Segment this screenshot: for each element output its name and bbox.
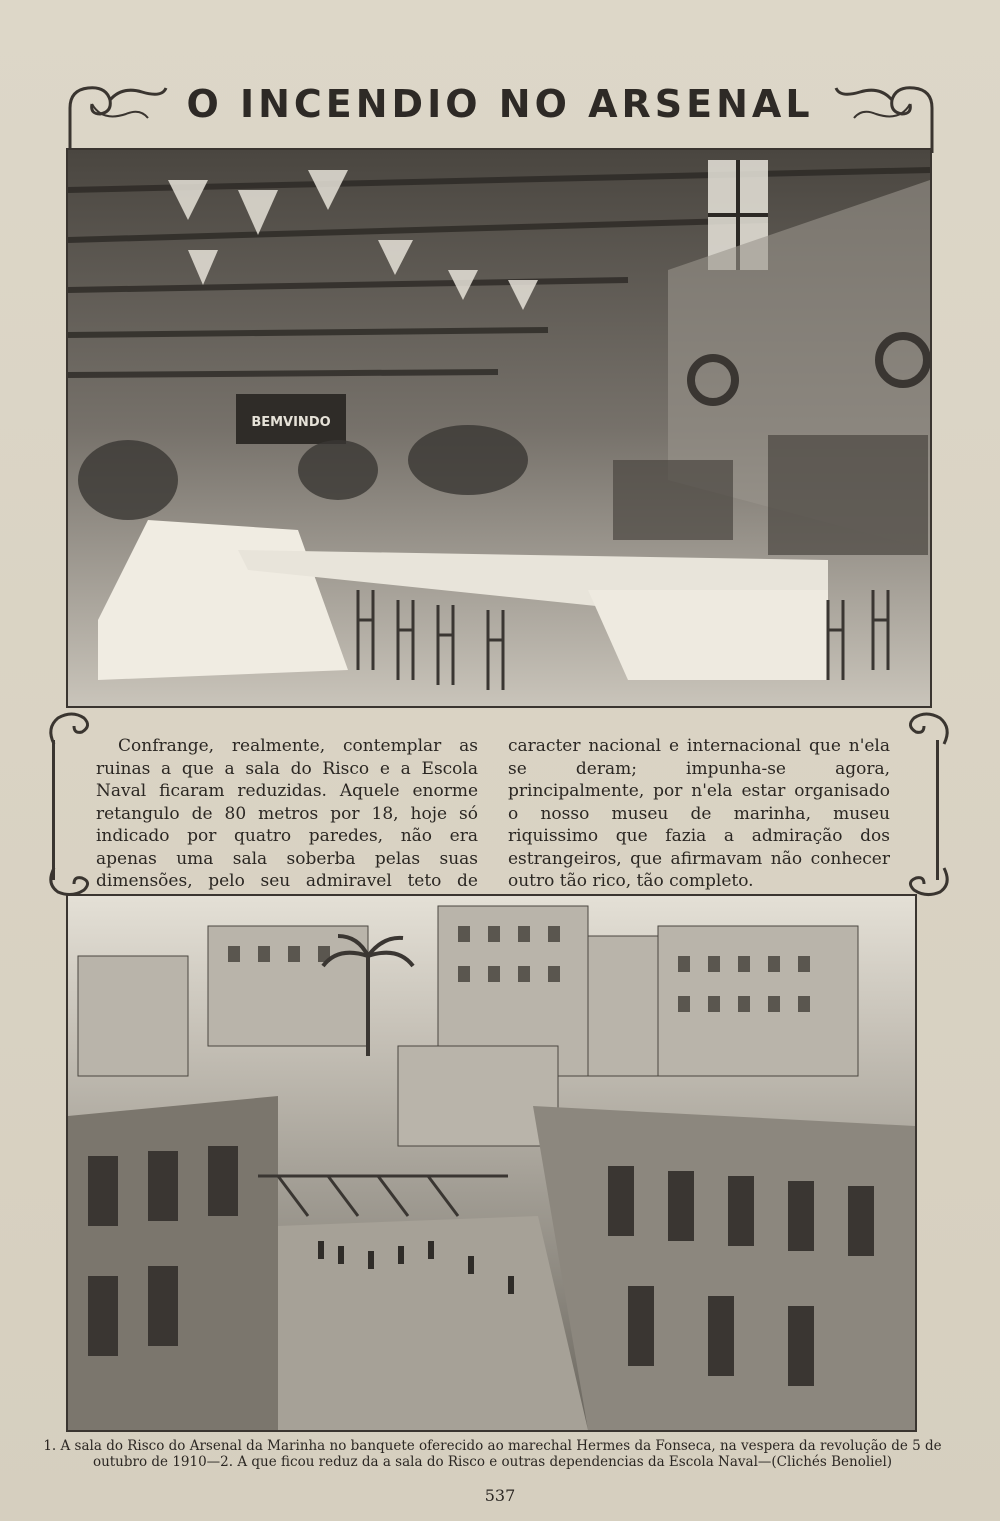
- ruins-photo: [66, 894, 917, 1432]
- article-paragraph: Confrange, realmente, contemplar as ruinas a que a sala do Risco e a Escola Naval ficaram reduzidas. Aquele enorme retangulo de 80 metros por 18, hoje só indicado por quatro paredes, não era apenas uma sala soberba pelas suas dimensões, pelo seu admiravel teto de: [96, 736, 478, 891]
- banquet-hall-illustration: [68, 150, 930, 706]
- right-frame-line: [936, 740, 939, 880]
- page-number: 537: [484, 1486, 516, 1505]
- article-paragraph: caracter nacional e internacional que n'ela se deram; impunha-se agora, principalmente, por n'ela estar organisado o nosso museu de marinha, museu riquissimo que fazia a admiração dos estrangeiros, que afirmavam não conhecer outro tão rico, tão completo.: [508, 736, 890, 891]
- frame-scroll-top-right: [902, 708, 962, 748]
- page-title: O INCENDIO NO ARSENAL: [186, 82, 814, 126]
- banquet-hall-photo: [66, 148, 932, 708]
- ruins-illustration: [68, 896, 915, 1430]
- photo-caption: 1. A sala do Risco do Arsenal da Marinha no banquete oferecido ao marechal Hermes da Fonseca, na vespera da revolução de 5 de outubro de 1910—2. A que ficou reduz da a sala do Risco e outras dependencias da Escola Naval—(Clichés Benoliel): [43, 1438, 942, 1470]
- frame-scroll-top-left: [36, 708, 96, 748]
- welcome-banner-text: BEMVINDO: [251, 415, 331, 430]
- left-frame-line: [52, 740, 55, 880]
